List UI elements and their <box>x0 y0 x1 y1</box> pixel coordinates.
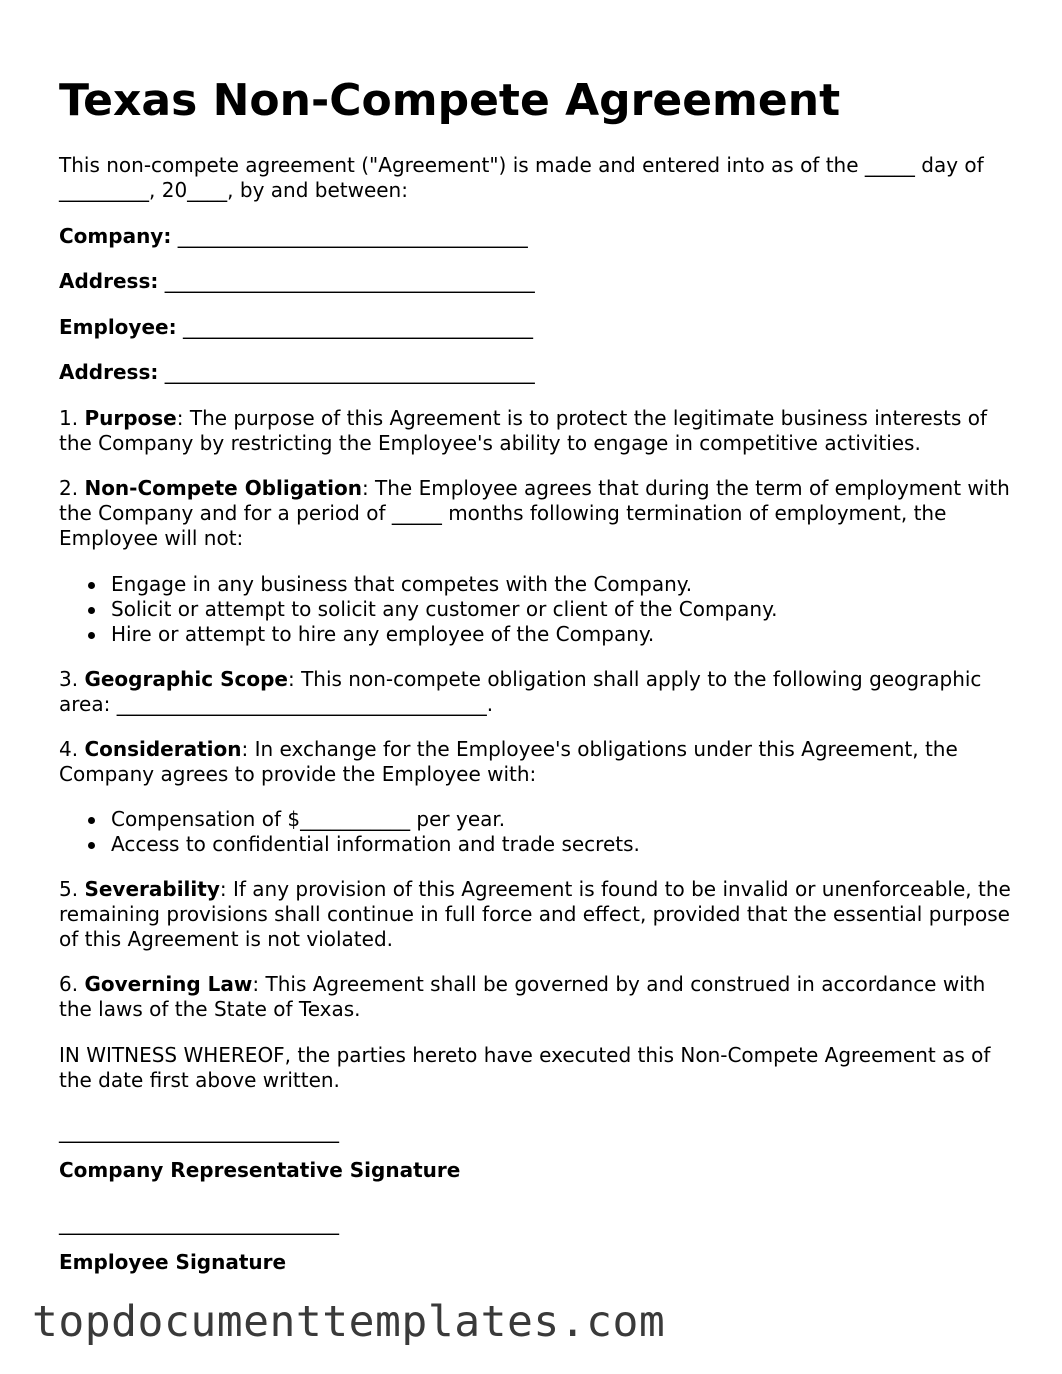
section-number: 5. <box>59 877 79 901</box>
employee-signature-line: ____________________________ <box>59 1211 339 1235</box>
company-label: Company: <box>59 224 172 248</box>
company-address-blank: _____________________________________ <box>164 269 535 293</box>
section-text: : The Employee agrees that during the term of employment with the Company and for a period of _____ months following termination of employment, the Employee will not: <box>59 476 1010 550</box>
employee-signature-label: Employee Signature <box>59 1250 287 1274</box>
list-item: Engage in any business that competes with the Company. <box>59 572 777 597</box>
section-text: : If any provision of this Agreement is found to be invalid or unenforceable, the remaining provisions shall continue in full force and effect, provided that the essential purpose of this Agreement is not violated. <box>59 877 1011 951</box>
section-heading: Geographic Scope <box>84 667 288 691</box>
list-item: Compensation of $___________ per year. <box>59 807 640 832</box>
section-number: 2. <box>59 476 79 500</box>
company-address-label: Address: <box>59 269 159 293</box>
employee-field <box>59 315 533 340</box>
section-governing-law <box>59 972 1019 1022</box>
list-item: Access to confidential information and trade secrets. <box>59 832 640 857</box>
section-number: 3. <box>59 667 79 691</box>
employee-label: Employee: <box>59 315 177 339</box>
consideration-list <box>59 807 640 857</box>
section-non-compete-obligation <box>59 476 1019 551</box>
company-address-field <box>59 269 535 294</box>
witness-paragraph: IN WITNESS WHEREOF, the parties hereto have executed this Non-Compete Agreement as of the date first above written. <box>59 1043 991 1092</box>
section-heading: Governing Law <box>84 972 253 996</box>
section-number: 1. <box>59 406 79 430</box>
section-number: 4. <box>59 737 79 761</box>
section-heading: Non-Compete Obligation <box>84 476 362 500</box>
section-heading: Consideration <box>84 737 242 761</box>
list-item: Hire or attempt to hire any employee of the Company. <box>59 622 777 647</box>
watermark-text: topdocumenttemplates.com <box>32 1297 666 1347</box>
section-number: 6. <box>59 972 79 996</box>
section-heading: Severability <box>84 877 220 901</box>
employee-address-blank: _____________________________________ <box>164 360 535 384</box>
employee-address-label: Address: <box>59 360 159 384</box>
company-blank: ___________________________________ <box>177 224 528 248</box>
employee-blank: ___________________________________ <box>182 315 533 339</box>
section-heading: Purpose <box>84 406 177 430</box>
intro-paragraph: This non-compete agreement ("Agreement") is made and entered into as of the _____ day of _________, 20____, by and between: <box>59 153 984 202</box>
section-text: : This non-compete obligation shall apply to the following geographic area: _____________________________________. <box>59 667 982 716</box>
document-title: Texas Non-Compete Agreement <box>59 75 841 126</box>
obligation-list <box>59 572 777 647</box>
company-field <box>59 224 528 249</box>
section-text: : In exchange for the Employee's obligations under this Agreement, the Company agrees to provide the Employee with: <box>59 737 958 786</box>
list-item: Solicit or attempt to solicit any customer or client of the Company. <box>59 597 777 622</box>
company-signature-line: ____________________________ <box>59 1119 339 1143</box>
section-text: : This Agreement shall be governed by and construed in accordance with the laws of the State of Texas. <box>59 972 986 1021</box>
section-purpose <box>59 406 1019 456</box>
section-geographic-scope <box>59 667 1019 717</box>
section-consideration <box>59 737 1019 787</box>
section-severability <box>59 877 1019 952</box>
company-signature-label: Company Representative Signature <box>59 1158 461 1182</box>
employee-address-field <box>59 360 535 385</box>
section-text: : The purpose of this Agreement is to protect the legitimate business interests of the Company by restricting the Employee's ability to engage in competitive activities. <box>59 406 987 455</box>
